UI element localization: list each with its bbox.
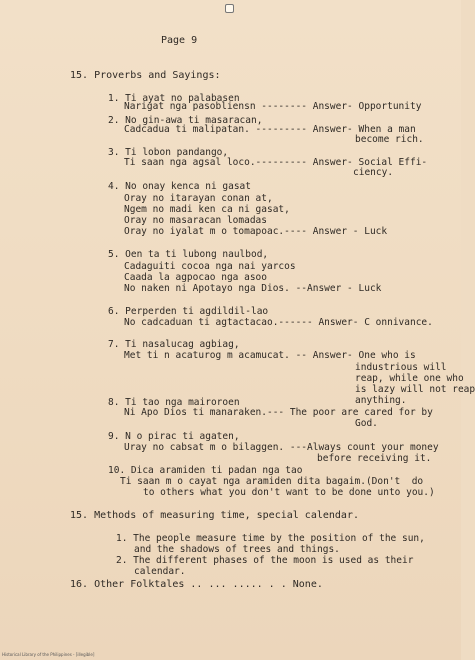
- text-line: 2. The different phases of the moon is used as their: [116, 555, 414, 566]
- text-line: before receiving it.: [317, 453, 432, 464]
- text-line: industrious will: [355, 362, 447, 373]
- text-line: Cadaguiti cocoa nga nai yarcos: [124, 261, 296, 272]
- text-line: 10. Dica aramiden ti padan nga tao: [108, 465, 303, 476]
- text-line: 2. No gin-awa ti masaracan,: [108, 115, 263, 126]
- text-line: Ni Apo Dios ti manaraken.--- The poor are cared for by: [124, 407, 433, 418]
- text-line: Caada la agpocao nga asoo: [124, 272, 267, 283]
- text-line: No cadcaduan ti agtactacao.------ Answer- C onnivance.: [124, 317, 433, 328]
- text-line: reap, while one who: [355, 373, 464, 384]
- text-line: anything.: [355, 395, 407, 406]
- section-heading-folktales: 16. Other Folktales .. ... ..... . . None.: [70, 579, 323, 590]
- text-line: Cadcadua ti malipatan. --------- Answer- When a man: [124, 124, 416, 135]
- text-line: 4. No onay kenca ni gasat: [108, 181, 251, 192]
- text-line: Narigat nga pasobliensn -------- Answer- Opportunity: [124, 101, 422, 112]
- text-line: Uray no cabsat m o bilaggen. ---Always count your money: [124, 442, 439, 453]
- page-title: Page 9: [161, 35, 198, 46]
- footer-credit: Historical Library of the Philippines - [illegible]: [2, 652, 95, 657]
- text-line: Ti saan m o cayat nga aramiden dita bagaim.(Don't do: [120, 476, 424, 487]
- text-line: to others what you don't want to be done unto you.): [143, 487, 435, 498]
- text-line: 1. Ti ayat no palabasen: [108, 93, 240, 104]
- text-line: Met ti n acaturog m acamucat. -- Answer- One who is: [124, 350, 416, 361]
- text-line: Oray no itarayan conan at,: [124, 193, 273, 204]
- text-line: Oray no iyalat m o tomapoac.---- Answer - Luck: [124, 226, 388, 237]
- text-line: become rich.: [355, 134, 424, 145]
- text-line: Oray no masaracan lomadas: [124, 215, 267, 226]
- text-line: God.: [355, 418, 378, 429]
- text-line: calendar.: [134, 566, 186, 577]
- text-line: 3. Ti lobon pandango,: [108, 147, 229, 158]
- section-heading-proverbs: 15. Proverbs and Sayings:: [70, 70, 221, 81]
- text-line: and the shadows of trees and things.: [134, 544, 340, 555]
- text-line: is lazy will not reap: [355, 384, 475, 395]
- text-line: No naken ni Apotayo nga Dios. --Answer - Luck: [124, 283, 382, 294]
- text-line: 9. N o pirac ti agaten,: [108, 431, 240, 442]
- text-line: Ngem no madi ken ca ni gasat,: [124, 204, 290, 215]
- text-line: Ti saan nga agsal loco.--------- Answer- Social Effi-: [124, 157, 428, 168]
- text-line: 6. Perperden ti agdildil-lao: [108, 306, 269, 317]
- section-heading-time: 15. Methods of measuring time, special calendar.: [70, 510, 359, 521]
- text-line: 7. Ti nasalucag agbiag,: [108, 339, 240, 350]
- text-line: 8. Ti tao nga mairoroen: [108, 397, 240, 408]
- text-line: 1. The people measure time by the position of the sun,: [116, 533, 425, 544]
- text-line: ciency.: [353, 167, 394, 178]
- punch-mark-icon: [225, 4, 234, 13]
- text-line: 5. Oen ta ti lubong naulbod,: [108, 249, 269, 260]
